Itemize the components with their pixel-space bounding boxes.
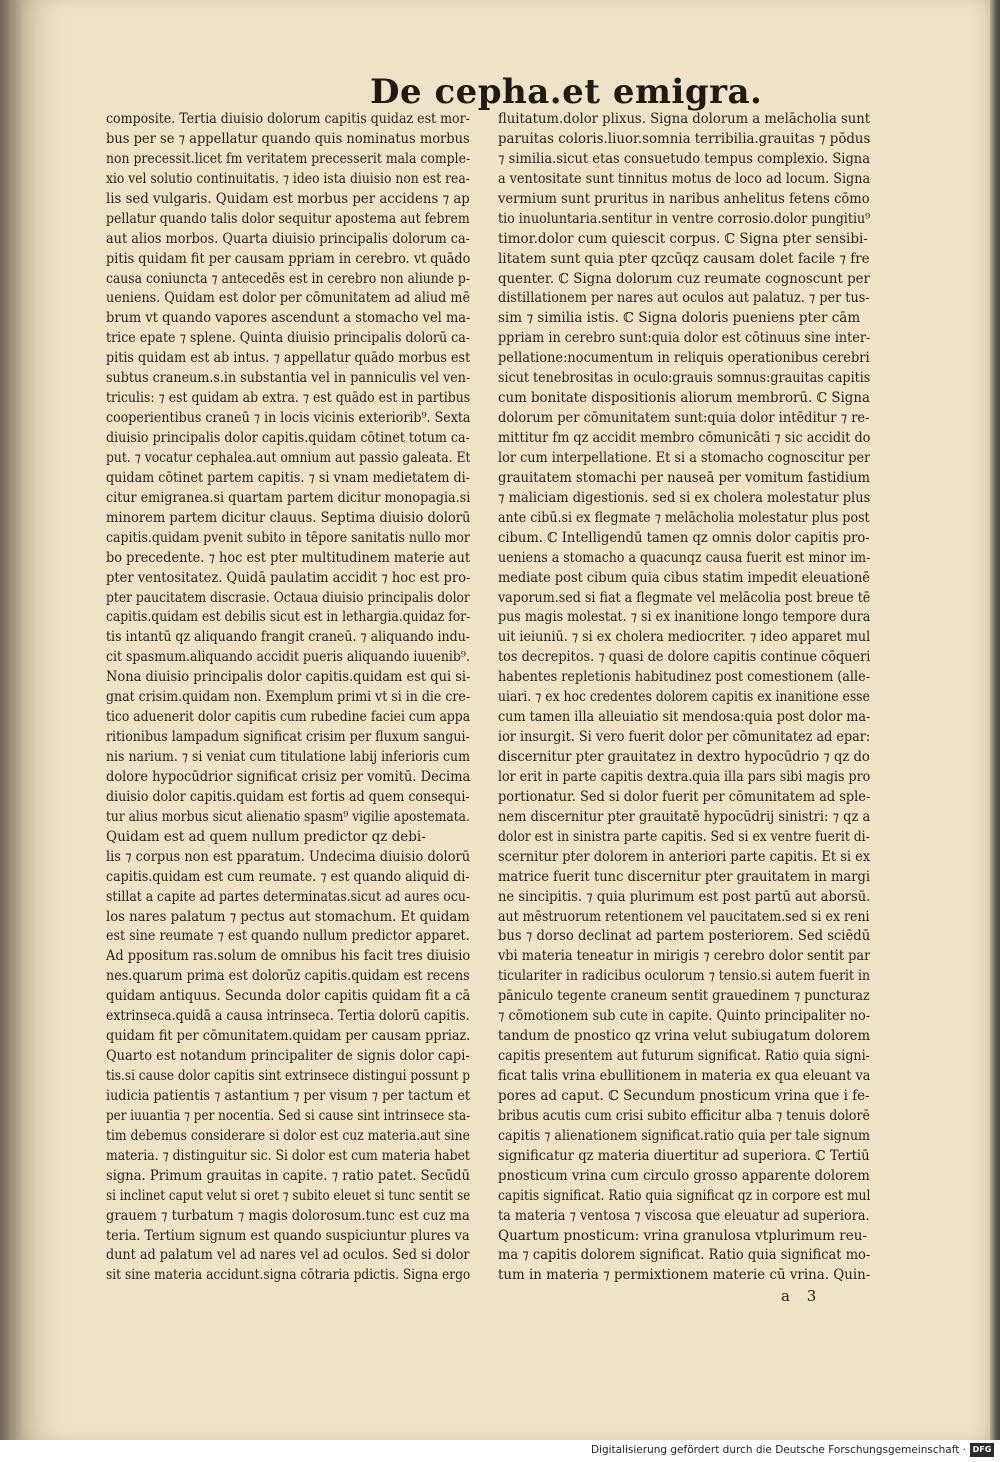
text-line: tim debemus considerare si dolor est cuz materia.aut sine xyxy=(106,1127,470,1144)
text-line: ritionibus lampadum significat crisim per fluxum sangui- xyxy=(106,729,470,746)
text-line: dolore hypocūdrior significat crisiz per vomitū. Decima xyxy=(106,768,470,785)
text-line: cum tamen illa alleuiatio sit mendosa:quia post dolor ma- xyxy=(498,709,870,726)
page-edge xyxy=(990,0,1000,1440)
text-line: pter paucitatem discrasie. Octaua diuisio principalis dolor xyxy=(106,589,470,606)
text-line: capitis presentem aut futurum significat. Ratio quia signi- xyxy=(498,1048,870,1065)
text-line: pitis quidam est ab intus. ⁊ appellatur quādo morbus est xyxy=(106,350,470,367)
text-line: significatur qz materia diuertitur ad superiora. ℂ Tertiū xyxy=(498,1147,870,1164)
text-line: pter ventositatez. Quidā paulatim accidit ⁊ hoc est pro- xyxy=(106,569,470,586)
text-line: gnat crisim.quidam non. Exemplum primi vt si in die cre- xyxy=(106,689,470,706)
text-line: vbi materia teneatur in mirigis ⁊ cerebro dolor sentit par xyxy=(498,948,870,965)
text-line: capitis.quidam pvenit subito in tēpore sanitatis nullo mor xyxy=(106,529,470,546)
text-line: brum vt quando vapores ascendunt a stomacho vel ma- xyxy=(106,310,470,327)
text-line: nis narium. ⁊ si veniat cum titulatione labij inferioris cum xyxy=(106,749,470,765)
text-line: dolor est in sinistra parte capitis. Sed si ex ventre fuerit di- xyxy=(498,828,870,845)
text-line: put. ⁊ vocatur cephalea.aut omnium aut passio galeata. Et xyxy=(106,449,470,466)
text-line: ueniens. Quidam est dolor per cōmunitatem ad aliud mē xyxy=(106,290,470,307)
text-line: tio inuoluntaria.sentitur in ventre corrosio.dolor pungitiu⁹ xyxy=(498,210,870,227)
text-line: tandum de pnostico qz vrina velut subiugatum dolorem xyxy=(498,1028,870,1045)
text-line: pellatur quando talis dolor sequitur apostema aut febrem xyxy=(106,210,470,227)
text-line: pitis quidam fit per causam ppriam in cerebro. vt quādo xyxy=(106,250,470,267)
text-line: tis.si cause dolor capitis sint extrinsece distingui possunt p xyxy=(106,1068,470,1084)
text-line: non precessit.licet fm veritatem precesserit mala comple- xyxy=(106,150,470,167)
text-line: teria. Tertium signum est quando suspiciuntur plures va xyxy=(106,1227,470,1244)
text-line: sicut tenebrositas in oculo:grauis somnus:grauitas capitis xyxy=(498,370,870,387)
text-line: ⁊ cōmotionem sub cute in capite. Quinto principaliter no- xyxy=(498,1008,870,1025)
text-line: bus ⁊ dorso declinat ad partem posteriorem. Sed sciēdū xyxy=(498,928,870,945)
text-line: mittitur fm qz accidit membro cōmunicāti ⁊ sic accidit do xyxy=(498,430,870,446)
left-column xyxy=(106,110,470,1286)
text-line: diuisio dolor capitis.quidam est fortis ad quem consequi- xyxy=(106,788,470,805)
text-line: trice epate ⁊ splene. Quinta diuisio principalis dolorū ca- xyxy=(106,330,470,347)
text-line: quidam fit per cōmunitatem.quidam per causam ppriaz. xyxy=(106,1028,470,1045)
text-line: ta materia ⁊ ventosa ⁊ viscosa que eleuatur ad superiora. xyxy=(498,1207,870,1224)
text-line: triculis: ⁊ est quidam ab extra. ⁊ est quādo est in partibus xyxy=(106,390,470,407)
text-line: citur emigranea.si quartam partem dicitur monopagia.si xyxy=(106,489,470,506)
text-line: composite. Tertia diuisio dolorum capitis quidaz est mor- xyxy=(106,111,470,127)
text-line: est sine reumate ⁊ est quando nullum predictor apparet. xyxy=(106,928,470,945)
text-line: pnosticum vrina cum circulo grosso apparente dolorem xyxy=(498,1167,870,1184)
text-line: stillat a capite ad partes determinatas.sicut ad aures ocu- xyxy=(106,888,470,905)
text-line: quidam antiquus. Secunda dolor capitis quidam fit a cā xyxy=(106,988,470,1005)
text-line: quidam cōtinet partem capitis. ⁊ si vnam medietatem di- xyxy=(106,469,470,486)
text-line: aut mēstruorum retentionem vel paucitatem.sed si ex reni xyxy=(498,908,870,925)
text-line: sit sine materia accidunt.signa cōtraria pdictis. Signa ergo xyxy=(106,1267,470,1284)
text-line: ppriam in cerebro sunt:quia dolor est cōtinuus sine inter- xyxy=(498,330,870,347)
text-line: cit spasmum.aliquando accidit pueris aliquando iuuenib⁹. xyxy=(106,649,470,666)
text-line: dunt ad palatum vel ad nares vel ad oculos. Sed si dolor xyxy=(106,1247,470,1264)
digitization-footer xyxy=(0,1440,1000,1462)
text-line: lor erit in parte capitis dextra.quia illa pars sibi magis pro xyxy=(498,768,870,785)
text-line: tur alius morbus sicut alienatio spasm⁹ vigilie apostemata. xyxy=(106,808,470,825)
text-line: ne sincipitis. ⁊ quia plurimum est post partū aut aborsū. xyxy=(498,888,870,905)
text-line: minorem partem dicitur clauus. Septima diuisio dolorū xyxy=(106,509,470,526)
text-line: nem discernitur pter grauitatē hypocūdrij sinistri: ⁊ qz a xyxy=(498,808,870,825)
text-line: lor cum interpellatione. Et si a stomacho cognoscitur per xyxy=(498,449,870,466)
text-line: capitis ⁊ alienationem significat.ratio quia per tale signum xyxy=(498,1127,870,1144)
text-line: iudicia patientis ⁊ astantium ⁊ per visum ⁊ per tactum et xyxy=(106,1087,470,1104)
text-line: Quidam est ad quem nullum predictor qz debi- xyxy=(106,828,426,845)
text-line: Quartum pnosticum: vrina granulosa vtplurimum reu- xyxy=(498,1227,867,1244)
text-line: lis ⁊ corpus non est pparatum. Undecima diuisio dolorū xyxy=(106,848,470,865)
text-line: nes.quarum prima est dolorūz capitis.quidam est recens xyxy=(106,968,470,985)
text-line: ior insurgit. Si vero fuerit dolor per cōmunitatez ad epar: xyxy=(498,729,870,746)
text-line: aut alios morbos. Quarta diuisio principalis dolorum ca- xyxy=(106,230,470,247)
text-line: Quarto est notandum principaliter de signis dolor capi- xyxy=(106,1048,470,1065)
text-line: matrice fuerit tunc discernitur pter grauitatem in margi xyxy=(498,868,870,885)
text-line: cibum. ℂ Intelligendū tamen qz omnis dolor capitis pro- xyxy=(498,529,870,546)
funding-credit: Digitalisierung gefördert durch die Deutsche Forschungsgemeinschaft · xyxy=(590,1444,966,1456)
text-line: los nares palatum ⁊ pectus aut stomachum. Et quidam xyxy=(106,908,470,925)
text-line: causa coniuncta ⁊ antecedēs est in cerebro non aliunde p- xyxy=(106,270,470,287)
text-line: per iuuantia ⁊ per nocentia. Sed si cause sint intrinsece sta- xyxy=(106,1107,470,1124)
text-line: pellatione:nocumentum in reliquis operationibus cerebri xyxy=(498,350,870,367)
text-line: materia. ⁊ distinguitur sic. Si dolor est cum materia habet xyxy=(106,1147,470,1164)
text-line: bus per se ⁊ appellatur quando quis nominatus morbus xyxy=(106,130,470,147)
text-line: habentes repletionis habitudinez post comestionem (alle- xyxy=(498,669,870,686)
text-line: si inclinet caput velut si oret ⁊ subito eleuet si tunc sentit se xyxy=(106,1187,470,1204)
text-line: lis sed vulgaris. Quidam est morbus per accidens ⁊ ap xyxy=(106,190,470,207)
dfg-logo: DFG xyxy=(970,1443,994,1457)
text-line: pāniculo tegente craneum sentit grauedinem ⁊ puncturaz xyxy=(498,988,870,1005)
text-line: grauitatem stomachi per nauseā per vomitum fastidium xyxy=(498,469,870,486)
text-line: pores ad caput. ℂ Secundum pnosticum vrina que i fe- xyxy=(498,1087,870,1104)
text-line: signa. Primum grauitas in capite. ⁊ ratio patet. Secūdū xyxy=(106,1167,470,1184)
text-line: bo precedente. ⁊ hoc est pter multitudinem materie aut xyxy=(106,549,470,566)
text-line: uit ieiuniū. ⁊ si ex cholera mediocriter. ⁊ ideo apparet mul xyxy=(498,629,870,646)
text-line: cooperientibus craneū ⁊ in locis vicinis exteriorib⁹. Sexta xyxy=(106,410,470,427)
text-line: fluitatum.dolor plixus. Signa dolorum a melācholia sunt xyxy=(498,111,870,127)
text-line: cum bonitate dispositionis aliorum membrorū. ℂ Signa xyxy=(498,390,870,407)
text-line: litatem sunt quia pter qzcūqz causam dolet facile ⁊ fre xyxy=(498,250,870,267)
text-line: mediate post cibum quia cibus statim impedit eleuationē xyxy=(498,569,870,586)
text-line: xio vel solutio continuitatis. ⁊ ideo ista diuisio non est rea- xyxy=(106,170,470,187)
text-line: sim ⁊ similia istis. ℂ Signa doloris pueniens pter cām xyxy=(498,310,861,327)
text-line: ma ⁊ capitis dolorem significat. Ratio quia significat mo- xyxy=(498,1247,870,1264)
right-column xyxy=(498,110,870,1286)
text-line: ante cibū.si ex flegmate ⁊ melācholia molestatur plus post xyxy=(498,509,870,526)
text-line: ficat talis vrina ebullitionem in materia ex qua eleuant va xyxy=(498,1068,870,1084)
text-line: vaporum.sed si fiat a flegmate vel melācolia post breue tē xyxy=(498,589,870,606)
text-line: capitis.quidam est debilis sicut est in lethargia.quidaz for- xyxy=(106,609,470,626)
text-line: vermium sunt pruritus in naribus anhelitus fetens cōmo xyxy=(498,190,870,207)
text-line: timor.dolor cum quiescit corpus. ℂ Signa pter sensibi- xyxy=(498,230,868,247)
text-line: pus magis molestat. ⁊ si ex inanitione longo tempore dura xyxy=(498,609,870,626)
text-line: paruitas coloris.liuor.somnia terribilia.grauitas ⁊ pōdus xyxy=(498,130,870,147)
text-line: ⁊ similia.sicut etas consuetudo tempus complexio. Signa xyxy=(498,150,870,167)
text-line: diuisio principalis dolor capitis.quidam cōtinet totum ca- xyxy=(106,430,470,446)
text-line: grauem ⁊ turbatum ⁊ magis dolorosum.tunc est cuz ma xyxy=(106,1207,470,1224)
text-line: uiari. ⁊ ex hoc credentes dolorem capitis ex inanitione esse xyxy=(498,689,870,706)
text-line: ticulariter in radicibus oculorum ⁊ tensio.si autem fuerit in xyxy=(498,968,870,985)
text-line: discernitur pter grauitatez in dextro hypocūdrio ⁊ qz do xyxy=(498,749,870,765)
text-line: dolorum per cōmunitatem sunt:quia dolor intēditur ⁊ re- xyxy=(498,410,870,427)
text-line: a ventositate sunt tinnitus motus de loco ad locum. Signa xyxy=(498,170,870,187)
text-line: tico aduenerit dolor capitis cum rubedine faciei cum appa xyxy=(106,709,470,726)
text-line: capitis significat. Ratio quia significat qz in corpore est mul xyxy=(498,1187,870,1204)
text-line: ueniens a stomacho a quacunqz causa fuerit est minor im- xyxy=(498,549,870,566)
text-line: bribus acutis cum crisi subito efficitur alba ⁊ tenuis dolorē xyxy=(498,1107,870,1124)
text-line: extrinseca.quidā a causa intrinseca. Tertia dolorū capitis. xyxy=(106,1008,470,1025)
text-line: Nona diuisio principalis dolor capitis.quidam est qui si- xyxy=(106,669,470,686)
text-line: subtus craneum.s.in substantia vel in panniculis vel ven- xyxy=(106,370,470,387)
text-line: ⁊ maliciam digestionis. sed si ex cholera molestatur plus xyxy=(498,489,870,506)
text-line: scernitur pter dolorem in anteriori parte capitis. Et si ex xyxy=(498,848,870,865)
text-line: Ad ppositum ras.solum de omnibus his facit tres diuisio xyxy=(106,948,470,965)
signature-mark: a 3 xyxy=(781,1287,823,1305)
text-line: capitis.quidam est cum reumate. ⁊ est quando aliquid di- xyxy=(106,868,470,885)
running-head: De cepha.et emigra. xyxy=(370,72,763,112)
text-line: tis intantū qz aliquando frangit craneū. ⁊ aliquando indu- xyxy=(106,629,470,646)
text-line: tum in materia ⁊ permixtionem materie cū vrina. Quin- xyxy=(498,1267,870,1284)
text-line: quenter. ℂ Signa dolorum cuz reumate cognoscunt per xyxy=(498,270,870,287)
text-line: distillationem per nares aut oculos aut palatuz. ⁊ per tus- xyxy=(498,290,870,307)
text-line: tos decrepitos. ⁊ quasi de dolore capitis continue cōqueri xyxy=(498,649,870,666)
text-line: portionatur. Sed si dolor fuerit per cōmunitatem ad sple- xyxy=(498,788,870,805)
